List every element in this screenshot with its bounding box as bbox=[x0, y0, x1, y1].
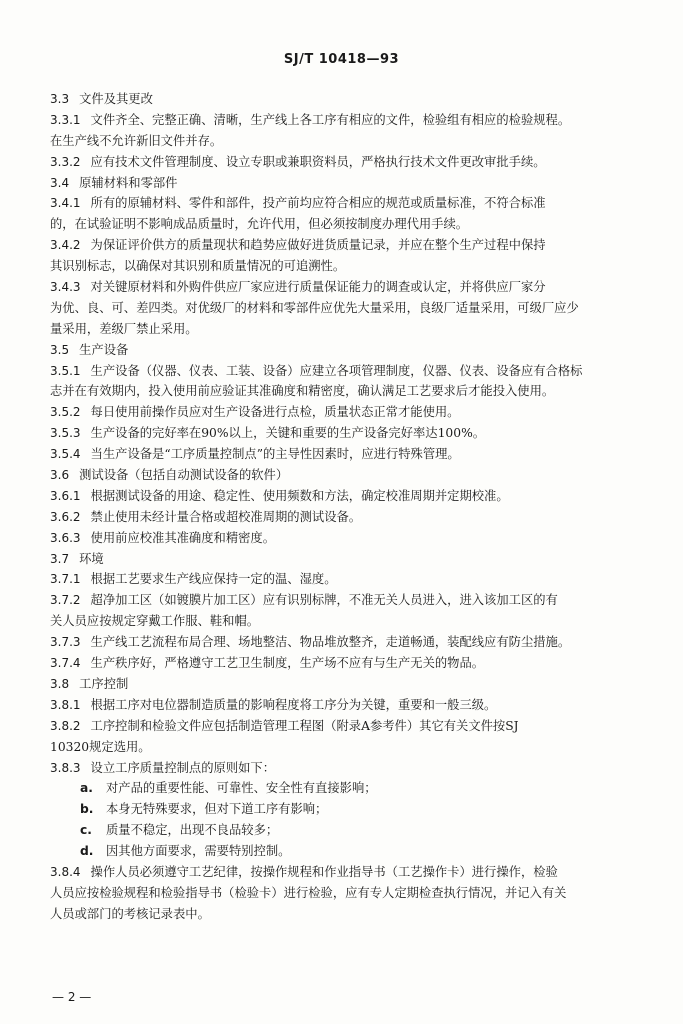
clause-text: 生产秩序好，严格遵守工艺卫生制度，生产场不应有与生产无关的物品。 bbox=[90, 656, 485, 671]
clause-text: 使用前应校准其准确度和精密度。 bbox=[90, 530, 276, 545]
text-line bbox=[50, 737, 662, 758]
page-number: — 2 — bbox=[52, 990, 92, 1004]
clause-text: 操作人员必须遵守工艺纪律，按操作规程和作业指导书（工艺操作卡）进行操作，检验 bbox=[90, 864, 558, 879]
clause-text: 关人员应按规定穿戴工作服、鞋和帽。 bbox=[50, 614, 260, 629]
clause-text: 10320规定选用。 bbox=[50, 739, 151, 754]
clause-text: 志并在有效期内，投入使用前应验证其准确度和精密度，确认满足工艺要求后才能投入使用。 bbox=[50, 384, 555, 399]
clause-number: 3.7.4 bbox=[50, 656, 81, 671]
clause-text: 测试设备（包括自动测试设备的软件） bbox=[79, 468, 289, 483]
clause-text: 设立工序质量控制点的原则如下： bbox=[90, 760, 276, 775]
clause-number: 3.5.4 bbox=[50, 447, 81, 462]
text-line bbox=[50, 110, 662, 131]
clause-text: 生产线工艺流程布局合理、场地整洁、物品堆放整齐，走道畅通，装配线应有防尘措施。 bbox=[90, 635, 571, 650]
clause-number: 3.3.1 bbox=[50, 112, 81, 127]
text-line bbox=[50, 277, 662, 298]
clause-number: 3.6.2 bbox=[50, 509, 81, 524]
text-line bbox=[50, 214, 662, 235]
list-marker: a. bbox=[80, 781, 93, 796]
clause-number: 3.7.1 bbox=[50, 572, 81, 587]
clause-number: 3.6.3 bbox=[50, 530, 81, 545]
text-line bbox=[50, 569, 662, 590]
clause-number: 3.8.3 bbox=[50, 760, 81, 775]
text-line bbox=[50, 89, 662, 110]
clause-number: 3.8.4 bbox=[50, 864, 81, 879]
clause-number: 3.3 bbox=[50, 92, 70, 106]
clause-text: 所有的原辅材料、零件和部件，投产前均应符合相应的规范或质量标准，不符合标准 bbox=[90, 196, 546, 211]
text-line bbox=[50, 256, 662, 277]
text-line bbox=[50, 152, 662, 173]
list-text: 对产品的重要性能、可靠性、安全性有直接影响； bbox=[106, 781, 377, 796]
clause-number: 3.3.2 bbox=[50, 154, 81, 169]
clause-number: 3.5.2 bbox=[50, 405, 81, 420]
text-line bbox=[50, 235, 662, 256]
clause-text: 生产设备的完好率在90%以上，关键和重要的生产设备完好率达100%。 bbox=[90, 426, 486, 441]
text-line bbox=[50, 381, 662, 402]
clause-number: 3.7.3 bbox=[50, 635, 81, 650]
text-line bbox=[50, 883, 662, 904]
clause-number: 3.4.3 bbox=[50, 280, 81, 295]
clause-number: 3.8 bbox=[50, 676, 70, 691]
text-line bbox=[50, 716, 662, 737]
text-line bbox=[50, 465, 662, 486]
clause-text: 为保证评价供方的质量现状和趋势应做好进货质量记录，并应在整个生产过程中保持 bbox=[90, 238, 546, 253]
clause-number: 3.5.1 bbox=[50, 363, 81, 378]
list-item bbox=[50, 841, 662, 862]
clause-text: 根据工序对电位器制造质量的影响程度将工序分为关键，重要和一般三级。 bbox=[90, 697, 497, 712]
clause-number: 3.4 bbox=[50, 175, 70, 190]
clause-text: 每日使用前操作员应对生产设备进行点检，质量状态正常才能使用。 bbox=[90, 405, 460, 420]
clause-number: 3.7 bbox=[50, 551, 70, 566]
clause-text: 文件齐全、完整正确、清晰，生产线上各工序有相应的文件，检验组有相应的检验规程。 bbox=[90, 112, 571, 127]
list-item bbox=[50, 799, 662, 820]
text-line bbox=[50, 319, 662, 340]
clause-number: 3.5.3 bbox=[50, 426, 81, 441]
clause-text: 为优、良、可、差四类。对优级厂的材料和零部件应优先大量采用，良级厂适量采用，可级厂应少 bbox=[50, 300, 579, 315]
list-marker: c. bbox=[80, 823, 92, 838]
page-header: SJ/T 10418—93 bbox=[283, 52, 400, 67]
text-line bbox=[50, 590, 662, 611]
clause-text: 根据测试设备的用途、稳定性、使用频数和方法，确定校准周期并定期校准。 bbox=[90, 488, 509, 503]
clause-text: 应有技术文件管理制度、设立专职或兼职资料员，严格执行技术文件更改审批手续。 bbox=[90, 154, 546, 169]
text-line bbox=[50, 904, 662, 925]
clause-number: 3.4.2 bbox=[50, 238, 81, 253]
clause-number: 3.7.2 bbox=[50, 593, 81, 608]
text-line bbox=[50, 361, 662, 382]
text-line bbox=[50, 340, 662, 361]
clause-text: 当生产设备是“工序质量控制点”的主导性因素时，应进行特殊管理。 bbox=[90, 447, 460, 462]
text-line bbox=[50, 528, 662, 549]
list-text: 质量不稳定，出现不良品较多； bbox=[106, 823, 279, 838]
clause-number: 3.5 bbox=[50, 342, 70, 357]
text-line bbox=[50, 549, 662, 570]
text-line bbox=[50, 444, 662, 465]
clause-text: 对关键原材料和外购件供应厂家应进行质量保证能力的调查或认定，并将供应厂家分 bbox=[90, 280, 546, 295]
clause-number: 3.8.1 bbox=[50, 697, 81, 712]
list-marker: d. bbox=[80, 844, 94, 859]
clause-text: 人员或部门的考核记录表中。 bbox=[50, 906, 210, 921]
text-line bbox=[50, 862, 662, 883]
text-line bbox=[50, 653, 662, 674]
body-text bbox=[50, 89, 662, 925]
clause-text: 文件及其更改 bbox=[79, 92, 153, 106]
text-line bbox=[50, 423, 662, 444]
clause-text: 生产设备（仪器、仪表、工装、设备）应建立各项管理制度，仪器、仪表、设备应有合格标 bbox=[90, 363, 583, 378]
clause-text: 环境 bbox=[79, 551, 104, 566]
clause-text: 在生产线不允许新旧文件并存。 bbox=[50, 133, 223, 148]
clause-text: 原辅材料和零部件 bbox=[79, 175, 178, 190]
text-line bbox=[50, 674, 662, 695]
clause-number: 3.8.2 bbox=[50, 718, 81, 733]
clause-text: 超净加工区（如镀膜片加工区）应有识别标牌，不准无关人员进入，进入该加工区的有 bbox=[90, 593, 558, 608]
list-marker: b. bbox=[80, 802, 94, 817]
list-text: 本身无特殊要求，但对下道工序有影响； bbox=[106, 802, 328, 817]
text-line bbox=[50, 486, 662, 507]
clause-number: 3.4.1 bbox=[50, 196, 81, 211]
text-line bbox=[50, 611, 662, 632]
clause-text: 的，在试验证明不影响成品质量时，允许代用，但必须按制度办理代用手续。 bbox=[50, 217, 469, 232]
list-item bbox=[50, 778, 662, 799]
text-line bbox=[50, 173, 662, 194]
clause-text: 人员应按检验规程和检验指导书（检验卡）进行检验，应有专人定期检查执行情况，并记入有关 bbox=[50, 885, 567, 900]
text-line bbox=[50, 131, 662, 152]
clause-number: 3.6.1 bbox=[50, 488, 81, 503]
text-line bbox=[50, 507, 662, 528]
clause-text: 量采用，差级厂禁止采用。 bbox=[50, 321, 198, 336]
clause-text: 生产设备 bbox=[79, 342, 129, 357]
text-line bbox=[50, 695, 662, 716]
list-item bbox=[50, 820, 662, 841]
clause-text: 其识别标志，以确保对其识别和质量情况的可追溯性。 bbox=[50, 259, 346, 274]
text-line bbox=[50, 402, 662, 423]
clause-text: 禁止使用未经计量合格或超校准周期的测试设备。 bbox=[90, 509, 362, 524]
text-line bbox=[50, 298, 662, 319]
clause-text: 根据工艺要求生产线应保持一定的温、湿度。 bbox=[90, 572, 337, 587]
clause-number: 3.6 bbox=[50, 468, 70, 483]
text-line bbox=[50, 632, 662, 653]
clause-text: 工序控制和检验文件应包括制造管理工程图（附录A参考件）其它有关文件按SJ bbox=[90, 718, 519, 733]
clause-text: 工序控制 bbox=[79, 676, 129, 691]
text-line bbox=[50, 193, 662, 214]
text-line bbox=[50, 758, 662, 779]
list-text: 因其他方面要求，需要特别控制。 bbox=[106, 844, 291, 859]
